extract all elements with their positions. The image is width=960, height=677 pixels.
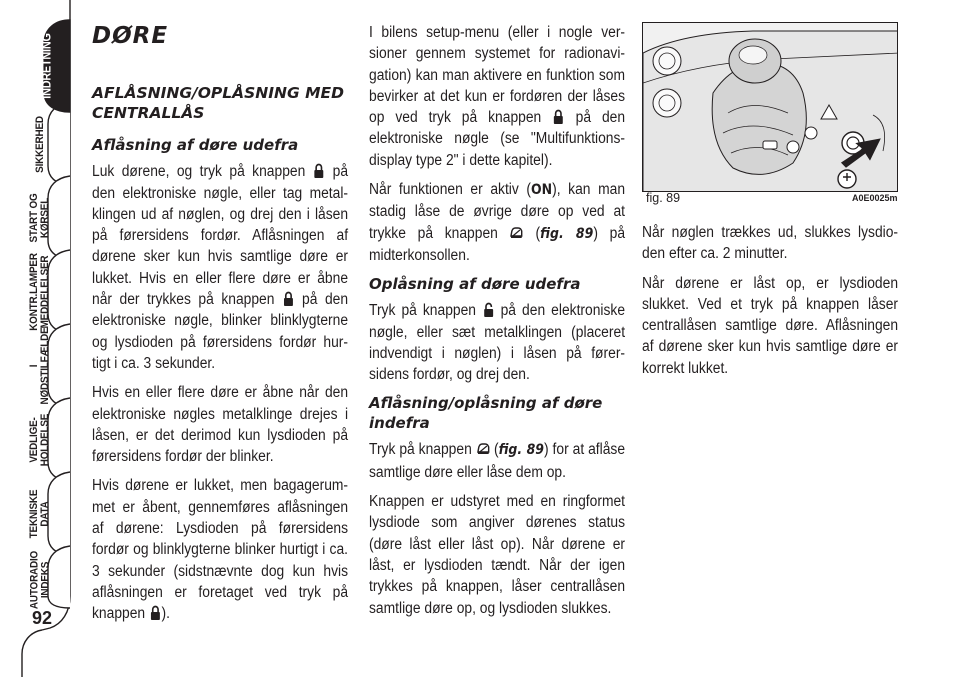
column-3	[642, 222, 898, 387]
tab-sikkerhed[interactable]	[0, 107, 80, 181]
paragraph: Knappen er udstyret med en ringformet lysdiode som angiver dørenes status (døre låst eller låst op). Når dørene er låst, er lysdioden tændt. Når der igen trykkes på knappen, låser centrallåsen samtlige døre op, og lysdioden slukkes.	[369, 493, 626, 617]
subsection-title: Aflåsning/oplåsning af døre indefra	[369, 394, 603, 433]
text-run: på den elektroniske nøgle, blinker blinklygterne og lysdioden på førersidens fordør hur-tigt i ca. 3 sekunder.	[92, 291, 349, 372]
text-run: Tryk på knappen	[369, 441, 472, 459]
text-run: ) på midterkonsollen.	[369, 224, 626, 264]
lock-icon	[314, 163, 325, 178]
lock-icon	[283, 291, 294, 306]
subsection-title: Aflåsning af døre udefra	[92, 136, 299, 155]
chapter-sidebar	[0, 0, 80, 677]
text-run: ).	[161, 605, 170, 623]
paragraph	[92, 161, 348, 374]
text-run: I bilens setup-menu (eller i nogle ver-sioner gennem systemet for radionavi-gation) kan man aktivere en funktion som bevirker at det kun er fordøren der låses op ved tryk på knappen	[369, 24, 626, 127]
subsection-title: Oplåsning af døre udefra	[369, 275, 581, 294]
text-run: Hvis dørene er lukket, men bagagerum-met er åbent, gennemføres aflåsningen af dørene: Lysdioden på førersidens fordør og blinklygterne blinker hurtigt i ca. 3 sekunder (sidstnævnte dog kun hvis aflåsningen er foretaget ved tryk på knappen	[92, 477, 349, 623]
figure-89	[642, 22, 898, 192]
text-run: ), kan man stadig låse de øvrige døre op ved at trykke på knappen	[369, 181, 626, 242]
page-number: 92	[31, 608, 53, 628]
paragraph	[369, 22, 625, 171]
tab-label: VEDLIGE- HOLDELSE	[27, 413, 51, 467]
tab-kontrollamper[interactable]	[0, 255, 80, 329]
tab-label: KONTR.LAMPER MEDDELELSER	[28, 253, 51, 331]
paragraph: Når dørene er låst op, er lysdioden slukket. Ved et tryk på knappen låser centrallåsen samtlige døre. Aflåsningen af dørene sker kun hvis samtlige døre er korrekt lukket.	[642, 274, 899, 377]
figure-caption: fig. 89	[646, 191, 681, 205]
text-run: ) for at aflåse samtlige døre eller låse dem op.	[369, 441, 626, 481]
text-run: Luk dørene, og tryk på knappen	[92, 163, 306, 181]
page-title: DØRE	[92, 23, 169, 49]
tab-label: AUTORADIO INDEKS	[27, 550, 51, 610]
tab-start-og-korsel[interactable]	[0, 181, 80, 255]
figure-code: A0E0025m	[852, 193, 898, 203]
text-run: på den elektroniske nøgle, eller sæt metalklingen (placeret indvendigt i nøglen) i låsen på fører-sidens fordør, og drej den.	[369, 302, 626, 384]
paragraph: Hvis en eller flere døre er åbne når den elektroniske nøgles metalklinge drejes i låsen, er det derimod kun lysdioden på førersidens fordør der blinker.	[92, 384, 349, 466]
tab-autoradio-indeks[interactable]	[0, 543, 80, 617]
tab-i-nodstilfaelde[interactable]	[0, 329, 80, 403]
section-title: AFLÅSNING/OPLÅSNING MED CENTRALLÅS	[92, 84, 344, 123]
text-run: Tryk på knappen	[369, 302, 476, 320]
lock-icon	[553, 109, 564, 124]
tab-bilens-indretning[interactable]	[0, 29, 80, 103]
paragraph	[92, 475, 348, 624]
text-run: på den elektroniske nøgle, eller tag metal-klingen ud af nøglen, og drej den i låsen på førersidens fordør. Aflåsningen af dørene sker kun hvis samtlige døre er lukket. Hvis en eller flere døre er åbne når der trykkes på knappen	[92, 163, 349, 309]
column-1	[92, 22, 348, 633]
tab-label: START OG KØRSEL	[27, 193, 51, 243]
tab-label: I NØDSTILFÆLDE	[28, 327, 51, 405]
lock-icon	[150, 605, 161, 620]
tab-vedligeholdelse[interactable]	[0, 403, 80, 477]
tab-label: SIKKERHED	[33, 115, 46, 173]
figure-reference: fig. 89	[498, 442, 544, 459]
tab-label: BILENS INDRETNING	[26, 33, 53, 99]
column-2	[369, 22, 625, 627]
tab-label: TEKNISKE DATA	[28, 489, 51, 539]
unlock-icon	[483, 302, 494, 317]
on-label: ON	[531, 182, 553, 199]
paragraph: Når funktionen er aktiv (ON), kan man stadig låse de øvrige døre op ved at trykke på knappen (fig. 89) på midterkonsollen.	[369, 181, 626, 264]
paragraph	[369, 300, 625, 385]
car-lock-icon	[477, 441, 490, 456]
text-run: Når funktionen er aktiv (	[369, 181, 532, 199]
figure-reference: fig. 89	[540, 225, 594, 242]
paragraph: Når nøglen trækkes ud, slukkes lysdio-den efter ca. 2 minutter.	[642, 224, 899, 263]
text-run: på den elektroniske nøgle (se "Multifunktions-display type 2" i dette kapitel).	[369, 109, 626, 169]
car-lock-icon	[510, 225, 523, 240]
tab-tekniske-data[interactable]	[0, 477, 80, 551]
paragraph: Tryk på knappen (fig. 89) for at aflåse samtlige døre eller låse dem op.	[369, 441, 626, 481]
center-console-illustration	[643, 23, 898, 192]
